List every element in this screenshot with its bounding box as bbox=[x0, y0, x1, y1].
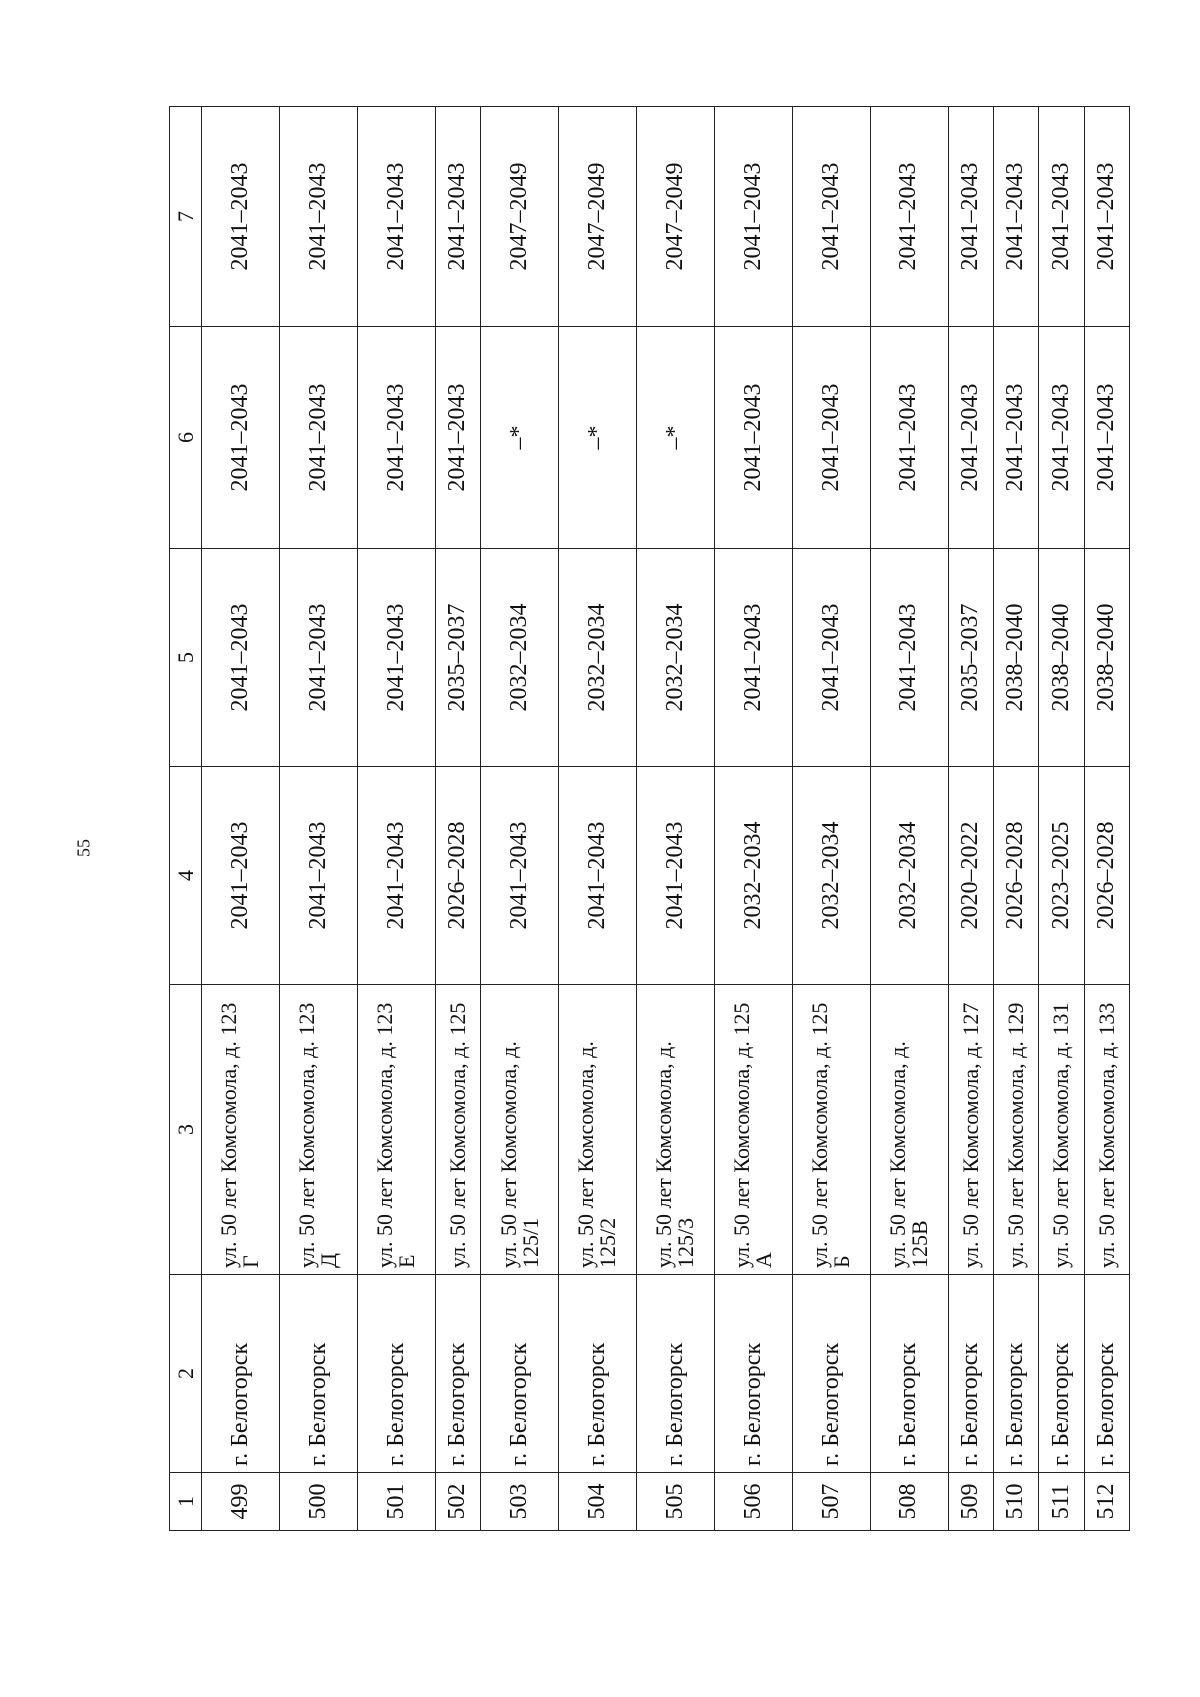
table-cell-n: 505 bbox=[636, 1473, 714, 1531]
table-cell-c4: 2032–2034 bbox=[714, 767, 792, 985]
table-cell-address: ул. 50 лет Комсомола, д. 123 Д bbox=[279, 985, 357, 1275]
table-cell-n: 502 bbox=[435, 1473, 480, 1531]
table-cell-c5: 2041–2043 bbox=[357, 549, 435, 767]
table-row bbox=[202, 107, 280, 1531]
table-cell-c6: 2041–2043 bbox=[1084, 327, 1129, 549]
table-cell-city: г. Белогорск bbox=[202, 1275, 280, 1473]
column-header: 2 bbox=[170, 1275, 202, 1473]
table-cell-c6: –* bbox=[636, 327, 714, 549]
table-cell-c5: 2032–2034 bbox=[558, 549, 636, 767]
table-cell-c7: 2041–2043 bbox=[948, 107, 993, 327]
table-cell-n: 508 bbox=[870, 1473, 948, 1531]
table-cell-city: г. Белогорск bbox=[435, 1275, 480, 1473]
table-row bbox=[357, 107, 435, 1531]
table-cell-c7: 2041–2043 bbox=[792, 107, 870, 327]
table-cell-c4: 2041–2043 bbox=[357, 767, 435, 985]
table-cell-c4: 2041–2043 bbox=[279, 767, 357, 985]
table-row bbox=[870, 107, 948, 1531]
table-cell-address: ул. 50 лет Комсомола, д. 131 bbox=[1039, 985, 1084, 1275]
table-cell-n: 507 bbox=[792, 1473, 870, 1531]
table-cell-c6: 2041–2043 bbox=[948, 327, 993, 549]
table-cell-c5: 2032–2034 bbox=[481, 549, 559, 767]
table-cell-c4: 2026–2028 bbox=[1084, 767, 1129, 985]
table-cell-address: ул. 50 лет Комсомола, д. 125В bbox=[870, 985, 948, 1275]
table-cell-n: 501 bbox=[357, 1473, 435, 1531]
table-cell-c4: 2026–2028 bbox=[435, 767, 480, 985]
table-cell-address: ул. 50 лет Комсомола, д. 125 bbox=[435, 985, 480, 1275]
table-cell-c4: 2032–2034 bbox=[870, 767, 948, 985]
table-cell-c5: 2032–2034 bbox=[636, 549, 714, 767]
table-cell-address: ул. 50 лет Комсомола, д. 125/1 bbox=[481, 985, 559, 1275]
table-rotation-frame bbox=[169, 107, 1130, 1531]
table-cell-c6: 2041–2043 bbox=[714, 327, 792, 549]
table-cell-c6: 2041–2043 bbox=[202, 327, 280, 549]
table-cell-c7: 2047–2049 bbox=[636, 107, 714, 327]
table-row bbox=[1084, 107, 1129, 1531]
table-row bbox=[1039, 107, 1084, 1531]
table-cell-address: ул. 50 лет Комсомола, д. 123 Е bbox=[357, 985, 435, 1275]
table-cell-c4: 2026–2028 bbox=[993, 767, 1038, 985]
table-row bbox=[993, 107, 1038, 1531]
column-header: 5 bbox=[170, 549, 202, 767]
table-cell-address: ул. 50 лет Комсомола, д. 125/2 bbox=[558, 985, 636, 1275]
table-cell-c6: –* bbox=[558, 327, 636, 549]
table-cell-c4: 2041–2043 bbox=[636, 767, 714, 985]
table-row bbox=[279, 107, 357, 1531]
table-cell-c7: 2041–2043 bbox=[279, 107, 357, 327]
table-cell-n: 510 bbox=[993, 1473, 1038, 1531]
table-cell-c6: 2041–2043 bbox=[993, 327, 1038, 549]
table-cell-n: 503 bbox=[481, 1473, 559, 1531]
table-cell-city: г. Белогорск bbox=[481, 1275, 559, 1473]
table-row bbox=[481, 107, 559, 1531]
column-header: 7 bbox=[170, 107, 202, 327]
table-cell-c7: 2041–2043 bbox=[202, 107, 280, 327]
table-cell-c4: 2020–2022 bbox=[948, 767, 993, 985]
table-cell-c6: 2041–2043 bbox=[279, 327, 357, 549]
table-cell-address: ул. 50 лет Комсомола, д. 133 bbox=[1084, 985, 1129, 1275]
table-cell-n: 506 bbox=[714, 1473, 792, 1531]
table-cell-c5: 2041–2043 bbox=[279, 549, 357, 767]
table-cell-city: г. Белогорск bbox=[870, 1275, 948, 1473]
table-rotation-inner bbox=[169, 107, 1130, 1531]
table-cell-c6: 2041–2043 bbox=[1039, 327, 1084, 549]
table-row bbox=[435, 107, 480, 1531]
table-row bbox=[948, 107, 993, 1531]
table-cell-c5: 2041–2043 bbox=[202, 549, 280, 767]
page-number: 55 bbox=[73, 839, 94, 857]
table-cell-c5: 2038–2040 bbox=[1039, 549, 1084, 767]
table-cell-c7: 2047–2049 bbox=[481, 107, 559, 327]
table-cell-address: ул. 50 лет Комсомола, д. 123 Г bbox=[202, 985, 280, 1275]
table-row bbox=[792, 107, 870, 1531]
table-header-row bbox=[170, 107, 202, 1531]
table-cell-address: ул. 50 лет Комсомола, д. 125 А bbox=[714, 985, 792, 1275]
table-cell-address: ул. 50 лет Комсомола, д. 125 Б bbox=[792, 985, 870, 1275]
table-cell-c5: 2041–2043 bbox=[714, 549, 792, 767]
table-cell-n: 509 bbox=[948, 1473, 993, 1531]
table-cell-c7: 2041–2043 bbox=[435, 107, 480, 327]
table-cell-c5: 2035–2037 bbox=[435, 549, 480, 767]
table-cell-city: г. Белогорск bbox=[714, 1275, 792, 1473]
column-header: 3 bbox=[170, 985, 202, 1275]
table-cell-c7: 2041–2043 bbox=[870, 107, 948, 327]
table-cell-city: г. Белогорск bbox=[948, 1275, 993, 1473]
table-cell-n: 499 bbox=[202, 1473, 280, 1531]
table-cell-city: г. Белогорск bbox=[1039, 1275, 1084, 1473]
table-cell-city: г. Белогорск bbox=[993, 1275, 1038, 1473]
table-cell-city: г. Белогорск bbox=[636, 1275, 714, 1473]
schedule-table bbox=[169, 106, 1130, 1531]
table-cell-c4: 2041–2043 bbox=[558, 767, 636, 985]
table-cell-c4: 2023–2025 bbox=[1039, 767, 1084, 985]
table-cell-city: г. Белогорск bbox=[792, 1275, 870, 1473]
table-cell-c6: 2041–2043 bbox=[435, 327, 480, 549]
table-body bbox=[202, 107, 1130, 1531]
table-row bbox=[636, 107, 714, 1531]
table-cell-address: ул. 50 лет Комсомола, д. 129 bbox=[993, 985, 1038, 1275]
table-cell-city: г. Белогорск bbox=[357, 1275, 435, 1473]
table-cell-city: г. Белогорск bbox=[279, 1275, 357, 1473]
table-cell-c6: 2041–2043 bbox=[870, 327, 948, 549]
table-cell-c5: 2041–2043 bbox=[870, 549, 948, 767]
table-cell-c4: 2041–2043 bbox=[202, 767, 280, 985]
table-cell-address: ул. 50 лет Комсомола, д. 125/3 bbox=[636, 985, 714, 1275]
column-header: 4 bbox=[170, 767, 202, 985]
table-cell-c5: 2041–2043 bbox=[792, 549, 870, 767]
table-row bbox=[558, 107, 636, 1531]
table-cell-city: г. Белогорск bbox=[558, 1275, 636, 1473]
table-cell-n: 512 bbox=[1084, 1473, 1129, 1531]
table-cell-c4: 2041–2043 bbox=[481, 767, 559, 985]
table-cell-c5: 2038–2040 bbox=[1084, 549, 1129, 767]
table-cell-c7: 2041–2043 bbox=[993, 107, 1038, 327]
table-cell-n: 504 bbox=[558, 1473, 636, 1531]
table-cell-c6: 2041–2043 bbox=[357, 327, 435, 549]
table-cell-c7: 2041–2043 bbox=[1084, 107, 1129, 327]
column-header: 6 bbox=[170, 327, 202, 549]
table-cell-city: г. Белогорск bbox=[1084, 1275, 1129, 1473]
table-cell-c5: 2035–2037 bbox=[948, 549, 993, 767]
table-cell-c4: 2032–2034 bbox=[792, 767, 870, 985]
table-cell-c7: 2047–2049 bbox=[558, 107, 636, 327]
table-cell-address: ул. 50 лет Комсомола, д. 127 bbox=[948, 985, 993, 1275]
column-header: 1 bbox=[170, 1473, 202, 1531]
table-cell-c6: –* bbox=[481, 327, 559, 549]
table-cell-c5: 2038–2040 bbox=[993, 549, 1038, 767]
table-cell-c7: 2041–2043 bbox=[1039, 107, 1084, 327]
table-cell-c7: 2041–2043 bbox=[714, 107, 792, 327]
table-cell-c6: 2041–2043 bbox=[792, 327, 870, 549]
table-row bbox=[714, 107, 792, 1531]
table-cell-n: 511 bbox=[1039, 1473, 1084, 1531]
table-cell-n: 500 bbox=[279, 1473, 357, 1531]
table-cell-c7: 2041–2043 bbox=[357, 107, 435, 327]
